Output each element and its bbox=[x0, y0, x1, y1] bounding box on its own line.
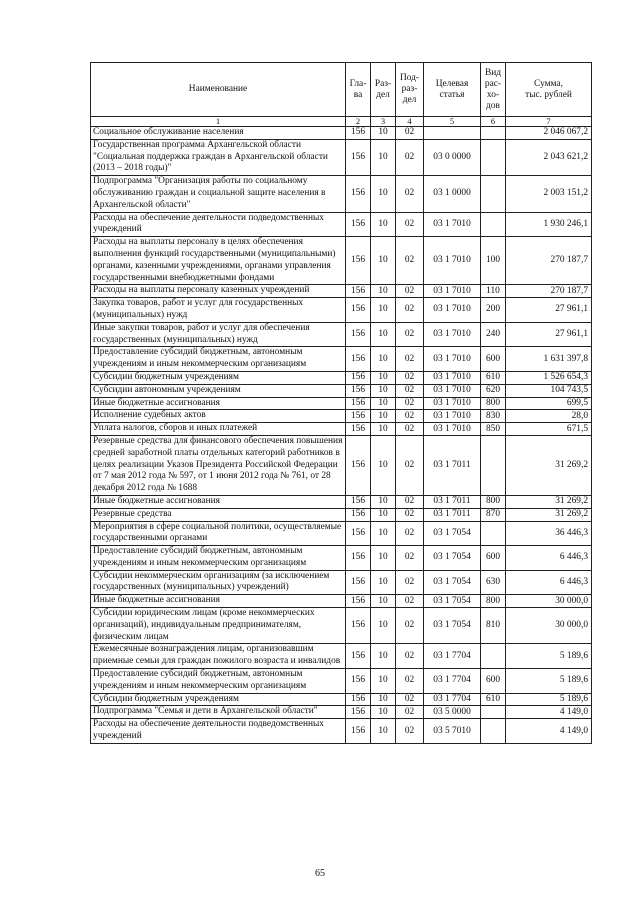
row-subsection: 02 bbox=[396, 285, 424, 298]
row-type: 110 bbox=[481, 285, 506, 298]
row-section: 10 bbox=[371, 212, 396, 237]
row-type bbox=[481, 139, 506, 175]
row-chapter: 156 bbox=[346, 693, 371, 706]
row-type: 600 bbox=[481, 546, 506, 571]
row-section: 10 bbox=[371, 595, 396, 608]
row-type: 610 bbox=[481, 371, 506, 384]
row-sum: 30 000,0 bbox=[506, 595, 592, 608]
row-subsection: 02 bbox=[396, 693, 424, 706]
table-row bbox=[91, 706, 592, 719]
table-row bbox=[91, 435, 592, 495]
table-row bbox=[91, 595, 592, 608]
row-section: 10 bbox=[371, 570, 396, 595]
table-row bbox=[91, 410, 592, 423]
row-name: Мероприятия в сфере социальной политики, осуществляемые государственными органами bbox=[91, 521, 346, 546]
row-subsection: 02 bbox=[396, 371, 424, 384]
table-row bbox=[91, 347, 592, 372]
row-sum: 2 043 621,2 bbox=[506, 139, 592, 175]
table-row bbox=[91, 298, 592, 323]
row-chapter: 156 bbox=[346, 322, 371, 347]
row-name: Закупка товаров, работ и услуг для государственных (муниципальных) нужд bbox=[91, 298, 346, 323]
header-sum-text: Сумма, тыс. рублей bbox=[525, 78, 572, 100]
row-target: 03 1 7010 bbox=[424, 371, 481, 384]
row-section: 10 bbox=[371, 371, 396, 384]
row-type bbox=[481, 212, 506, 237]
row-sum: 699,5 bbox=[506, 397, 592, 410]
row-name: Уплата налогов, сборов и иных платежей bbox=[91, 423, 346, 436]
row-sum: 1 930 246,1 bbox=[506, 212, 592, 237]
row-chapter: 156 bbox=[346, 435, 371, 495]
row-type: 810 bbox=[481, 608, 506, 644]
row-type: 100 bbox=[481, 237, 506, 285]
row-subsection: 02 bbox=[396, 347, 424, 372]
table-row bbox=[91, 669, 592, 694]
row-subsection: 02 bbox=[396, 706, 424, 719]
row-name: Подпрограмма "Организация работы по социальному обслуживанию граждан и социальной защите населения в Архангельской области" bbox=[91, 176, 346, 212]
row-name: Расходы на выплаты персоналу в целях обеспечения выполнения функций государственными (муниципальными) органами, казенными учреждениями, органами управления государственными внебюджетными фондами bbox=[91, 237, 346, 285]
row-name: Социальное обслуживание населения bbox=[91, 127, 346, 140]
row-subsection: 02 bbox=[396, 410, 424, 423]
row-chapter: 156 bbox=[346, 371, 371, 384]
page-number: 65 bbox=[315, 868, 325, 879]
row-chapter: 156 bbox=[346, 644, 371, 669]
row-subsection: 02 bbox=[396, 608, 424, 644]
column-number: 4 bbox=[396, 117, 424, 127]
header-target-text: Целевая статья bbox=[435, 78, 469, 100]
row-subsection: 02 bbox=[396, 508, 424, 521]
row-chapter: 156 bbox=[346, 719, 371, 744]
row-type: 830 bbox=[481, 410, 506, 423]
row-sum: 270 187,7 bbox=[506, 285, 592, 298]
row-section: 10 bbox=[371, 237, 396, 285]
row-type: 610 bbox=[481, 693, 506, 706]
header-sum bbox=[506, 63, 592, 117]
row-sum: 28,0 bbox=[506, 410, 592, 423]
row-section: 10 bbox=[371, 608, 396, 644]
row-target: 03 1 7010 bbox=[424, 322, 481, 347]
header-name bbox=[91, 63, 346, 117]
header-chapter-text: Гла- ва bbox=[349, 78, 367, 100]
table-row bbox=[91, 719, 592, 744]
row-section: 10 bbox=[371, 644, 396, 669]
row-target: 03 1 0000 bbox=[424, 176, 481, 212]
row-target: 03 1 7704 bbox=[424, 669, 481, 694]
row-subsection: 02 bbox=[396, 595, 424, 608]
table-row bbox=[91, 521, 592, 546]
row-target bbox=[424, 127, 481, 140]
row-chapter: 156 bbox=[346, 176, 371, 212]
row-section: 10 bbox=[371, 435, 396, 495]
row-section: 10 bbox=[371, 285, 396, 298]
row-subsection: 02 bbox=[396, 298, 424, 323]
row-chapter: 156 bbox=[346, 595, 371, 608]
table-row bbox=[91, 212, 592, 237]
row-subsection: 02 bbox=[396, 322, 424, 347]
row-target: 03 1 7054 bbox=[424, 521, 481, 546]
row-subsection: 02 bbox=[396, 495, 424, 508]
row-type bbox=[481, 719, 506, 744]
row-target: 03 5 7010 bbox=[424, 719, 481, 744]
row-target: 03 1 7010 bbox=[424, 397, 481, 410]
row-subsection: 02 bbox=[396, 521, 424, 546]
header-target bbox=[424, 63, 481, 117]
table-row bbox=[91, 176, 592, 212]
row-sum: 27 961,1 bbox=[506, 322, 592, 347]
row-name: Расходы на обеспечение деятельности подведомственных учреждений bbox=[91, 719, 346, 744]
row-sum: 31 269,2 bbox=[506, 508, 592, 521]
table-row bbox=[91, 371, 592, 384]
row-target: 03 1 7054 bbox=[424, 608, 481, 644]
budget-table bbox=[90, 62, 592, 744]
row-section: 10 bbox=[371, 322, 396, 347]
row-type: 600 bbox=[481, 347, 506, 372]
row-section: 10 bbox=[371, 669, 396, 694]
row-target: 03 1 7054 bbox=[424, 546, 481, 571]
table-body bbox=[91, 127, 592, 744]
header-subsection-text: Под- раз- дел bbox=[399, 73, 420, 105]
row-chapter: 156 bbox=[346, 410, 371, 423]
row-target: 03 1 7010 bbox=[424, 237, 481, 285]
row-name: Субсидии некоммерческим организациям (за исключением государственных (муниципальных) учреждений) bbox=[91, 570, 346, 595]
table-row bbox=[91, 495, 592, 508]
row-type bbox=[481, 521, 506, 546]
row-sum: 2 046 067,2 bbox=[506, 127, 592, 140]
row-subsection: 02 bbox=[396, 435, 424, 495]
row-chapter: 156 bbox=[346, 298, 371, 323]
row-subsection: 02 bbox=[396, 669, 424, 694]
row-name: Исполнение судебных актов bbox=[91, 410, 346, 423]
table-row bbox=[91, 322, 592, 347]
table-header-row bbox=[91, 63, 592, 117]
row-sum: 4 149,0 bbox=[506, 706, 592, 719]
column-number: 2 bbox=[346, 117, 371, 127]
row-sum: 671,5 bbox=[506, 423, 592, 436]
row-chapter: 156 bbox=[346, 237, 371, 285]
row-subsection: 02 bbox=[396, 397, 424, 410]
table-row bbox=[91, 127, 592, 140]
header-chapter bbox=[346, 63, 371, 117]
row-sum: 1 526 654,3 bbox=[506, 371, 592, 384]
row-name: Расходы на обеспечение деятельности подведомственных учреждений bbox=[91, 212, 346, 237]
row-chapter: 156 bbox=[346, 384, 371, 397]
row-sum: 31 269,2 bbox=[506, 435, 592, 495]
table-row bbox=[91, 139, 592, 175]
row-target: 03 1 7704 bbox=[424, 644, 481, 669]
row-name: Ежемесячные вознаграждения лицам, организовавшим приемные семьи для граждан пожилого возраста и инвалидов bbox=[91, 644, 346, 669]
row-name: Иные бюджетные ассигнования bbox=[91, 397, 346, 410]
row-sum: 27 961,1 bbox=[506, 298, 592, 323]
row-section: 10 bbox=[371, 298, 396, 323]
row-name: Субсидии юридическим лицам (кроме некоммерческих организаций), индивидуальным предпринимателям, физическим лицам bbox=[91, 608, 346, 644]
row-subsection: 02 bbox=[396, 423, 424, 436]
row-section: 10 bbox=[371, 384, 396, 397]
row-name: Иные бюджетные ассигнования bbox=[91, 495, 346, 508]
row-target: 03 1 7704 bbox=[424, 693, 481, 706]
row-chapter: 156 bbox=[346, 127, 371, 140]
column-number: 7 bbox=[506, 117, 592, 127]
row-name: Резервные средства для финансового обеспечения повышения средней заработной платы отдельных категорий работников в целях реализации Указов Президента Российской Федерации от 7 мая 2012 года № 597, от 1 июня 2012 года № 761, от 28 декабря 2012 года № 1688 bbox=[91, 435, 346, 495]
row-type: 620 bbox=[481, 384, 506, 397]
table-row bbox=[91, 570, 592, 595]
header-section bbox=[371, 63, 396, 117]
row-section: 10 bbox=[371, 410, 396, 423]
table-row bbox=[91, 285, 592, 298]
row-target: 03 0 0000 bbox=[424, 139, 481, 175]
row-subsection: 02 bbox=[396, 176, 424, 212]
table-row bbox=[91, 423, 592, 436]
row-type bbox=[481, 706, 506, 719]
row-target: 03 1 7010 bbox=[424, 298, 481, 323]
column-number: 1 bbox=[91, 117, 346, 127]
row-sum: 4 149,0 bbox=[506, 719, 592, 744]
row-subsection: 02 bbox=[396, 570, 424, 595]
column-number: 3 bbox=[371, 117, 396, 127]
row-sum: 5 189,6 bbox=[506, 693, 592, 706]
budget-document bbox=[90, 62, 591, 744]
row-subsection: 02 bbox=[396, 644, 424, 669]
row-sum: 2 003 151,2 bbox=[506, 176, 592, 212]
row-sum: 6 446,3 bbox=[506, 546, 592, 571]
row-target: 03 1 7054 bbox=[424, 595, 481, 608]
row-type bbox=[481, 176, 506, 212]
row-chapter: 156 bbox=[346, 669, 371, 694]
row-chapter: 156 bbox=[346, 546, 371, 571]
header-type-text: Вид рас- хо- дов bbox=[484, 67, 502, 111]
row-sum: 6 446,3 bbox=[506, 570, 592, 595]
table-row bbox=[91, 693, 592, 706]
row-chapter: 156 bbox=[346, 706, 371, 719]
row-type: 800 bbox=[481, 495, 506, 508]
row-name: Иные закупки товаров, работ и услуг для обеспечения государственных (муниципальных) нужд bbox=[91, 322, 346, 347]
table-row bbox=[91, 508, 592, 521]
row-section: 10 bbox=[371, 423, 396, 436]
row-target: 03 1 7010 bbox=[424, 384, 481, 397]
table-row bbox=[91, 546, 592, 571]
header-name-text: Наименование bbox=[188, 84, 248, 94]
row-name: Субсидии автономным учреждениям bbox=[91, 384, 346, 397]
row-target: 03 5 0000 bbox=[424, 706, 481, 719]
row-name: Подпрограмма "Семья и дети в Архангельской области" bbox=[91, 706, 346, 719]
row-section: 10 bbox=[371, 495, 396, 508]
row-section: 10 bbox=[371, 521, 396, 546]
row-subsection: 02 bbox=[396, 384, 424, 397]
row-section: 10 bbox=[371, 719, 396, 744]
column-number: 5 bbox=[424, 117, 481, 127]
row-chapter: 156 bbox=[346, 608, 371, 644]
row-subsection: 02 bbox=[396, 237, 424, 285]
row-sum: 270 187,7 bbox=[506, 237, 592, 285]
row-target: 03 1 7010 bbox=[424, 285, 481, 298]
table-row bbox=[91, 237, 592, 285]
row-name: Расходы на выплаты персоналу казенных учреждений bbox=[91, 285, 346, 298]
row-chapter: 156 bbox=[346, 508, 371, 521]
table-row bbox=[91, 644, 592, 669]
row-target: 03 1 7010 bbox=[424, 347, 481, 372]
row-target: 03 1 7010 bbox=[424, 212, 481, 237]
row-section: 10 bbox=[371, 139, 396, 175]
row-target: 03 1 7011 bbox=[424, 495, 481, 508]
row-type bbox=[481, 435, 506, 495]
row-subsection: 02 bbox=[396, 139, 424, 175]
row-chapter: 156 bbox=[346, 397, 371, 410]
row-chapter: 156 bbox=[346, 423, 371, 436]
table-row bbox=[91, 397, 592, 410]
row-name: Предоставление субсидий бюджетным, автономным учреждениям и иным некоммерческим организациям bbox=[91, 347, 346, 372]
row-type: 630 bbox=[481, 570, 506, 595]
row-type: 800 bbox=[481, 595, 506, 608]
row-sum: 5 189,6 bbox=[506, 644, 592, 669]
row-subsection: 02 bbox=[396, 719, 424, 744]
row-section: 10 bbox=[371, 706, 396, 719]
header-subsection bbox=[396, 63, 424, 117]
row-section: 10 bbox=[371, 546, 396, 571]
header-type bbox=[481, 63, 506, 117]
row-sum: 36 446,3 bbox=[506, 521, 592, 546]
row-type: 850 bbox=[481, 423, 506, 436]
row-target: 03 1 7011 bbox=[424, 508, 481, 521]
row-sum: 1 631 397,8 bbox=[506, 347, 592, 372]
row-name: Предоставление субсидий бюджетным, автономным учреждениям и иным некоммерческим организациям bbox=[91, 546, 346, 571]
row-section: 10 bbox=[371, 347, 396, 372]
row-type bbox=[481, 644, 506, 669]
row-chapter: 156 bbox=[346, 212, 371, 237]
row-sum: 30 000,0 bbox=[506, 608, 592, 644]
row-chapter: 156 bbox=[346, 495, 371, 508]
row-target: 03 1 7010 bbox=[424, 410, 481, 423]
row-chapter: 156 bbox=[346, 570, 371, 595]
row-section: 10 bbox=[371, 508, 396, 521]
row-subsection: 02 bbox=[396, 127, 424, 140]
row-type: 800 bbox=[481, 397, 506, 410]
table-row bbox=[91, 608, 592, 644]
row-sum: 104 743,5 bbox=[506, 384, 592, 397]
row-target: 03 1 7011 bbox=[424, 435, 481, 495]
column-number: 6 bbox=[481, 117, 506, 127]
row-type bbox=[481, 127, 506, 140]
row-type: 240 bbox=[481, 322, 506, 347]
row-sum: 5 189,6 bbox=[506, 669, 592, 694]
row-section: 10 bbox=[371, 127, 396, 140]
row-target: 03 1 7010 bbox=[424, 423, 481, 436]
row-name: Субсидии бюджетным учреждениям bbox=[91, 693, 346, 706]
row-type: 200 bbox=[481, 298, 506, 323]
row-target: 03 1 7054 bbox=[424, 570, 481, 595]
row-section: 10 bbox=[371, 693, 396, 706]
row-name: Предоставление субсидий бюджетным, автономным учреждениям и иным некоммерческим организациям bbox=[91, 669, 346, 694]
row-type: 600 bbox=[481, 669, 506, 694]
row-chapter: 156 bbox=[346, 285, 371, 298]
row-type: 870 bbox=[481, 508, 506, 521]
row-chapter: 156 bbox=[346, 521, 371, 546]
row-subsection: 02 bbox=[396, 212, 424, 237]
header-section-text: Раз- дел bbox=[374, 78, 392, 100]
column-number-row bbox=[91, 117, 592, 127]
row-subsection: 02 bbox=[396, 546, 424, 571]
row-name: Государственная программа Архангельской области "Социальная поддержка граждан в Архангельской области (2013 – 2018 годы)" bbox=[91, 139, 346, 175]
row-section: 10 bbox=[371, 176, 396, 212]
row-chapter: 156 bbox=[346, 347, 371, 372]
row-name: Субсидии бюджетным учреждениям bbox=[91, 371, 346, 384]
row-chapter: 156 bbox=[346, 139, 371, 175]
row-sum: 31 269,2 bbox=[506, 495, 592, 508]
table-row bbox=[91, 384, 592, 397]
row-name: Резервные средства bbox=[91, 508, 346, 521]
row-name: Иные бюджетные ассигнования bbox=[91, 595, 346, 608]
row-section: 10 bbox=[371, 397, 396, 410]
